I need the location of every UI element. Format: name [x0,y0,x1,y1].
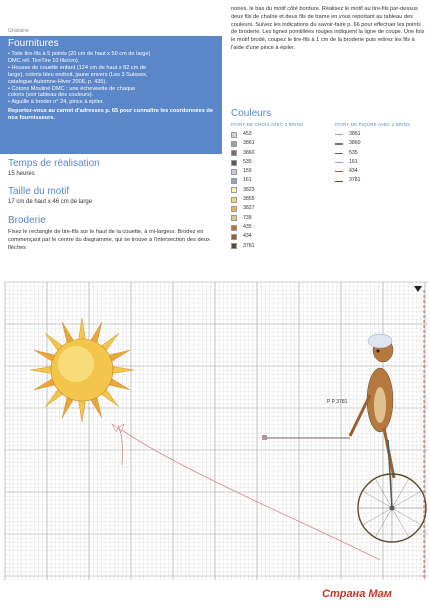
temps-value: 15 heures [8,171,35,177]
chart-backstitch-label: P P 3781 [327,399,348,405]
sun-ray [112,366,134,373]
fournitures-title: Fournitures [8,38,59,49]
backstitch-header: POINT DE PIQÛRE AVEC 2 BRINS [335,122,411,127]
color-code: 3823 [243,186,255,193]
sun-ray [78,400,85,422]
chart-grid [5,282,428,580]
fournitures-item: coloris (voir tableau des couleurs). [8,92,94,99]
color-code: 159 [243,168,252,175]
wheel-spoke [392,508,409,537]
color-code: 435 [243,223,252,230]
color-code: 434 [349,168,358,175]
color-code: 3827 [243,205,255,212]
color-code: 161 [243,177,252,184]
meerkat-eye [377,350,380,353]
color-code: 738 [243,214,252,221]
color-code: 535 [243,158,252,165]
instructions-text: noires, le bas du motif côté bordure. Réalisez le motif au tire-fils par-dessus deux fils de chaîne et deux fils de trame en vous reportant au tableau des couleurs. Suivez les indications du savoir-faire p. 66 pour effectuer les points de broderie. Les lignes pointillées rouges indiquent la ligne de coupe. Une fois le motif brodé, coupez le tire-fils à 1 cm de la broderie puis retirez les fils à l'aide d'une pince à épiler. [231,6,425,51]
handle-grip [262,435,267,440]
wheel-spoke [392,508,421,525]
color-code: 3855 [243,196,255,203]
temps-title: Temps de réalisation [8,158,100,169]
fournitures-item: • Housse de couette enfant (124 cm de haut x 82 cm de [8,64,147,71]
sun-highlight [58,346,94,382]
color-code: 3861 [349,131,361,137]
sun-ray [30,366,52,373]
fournitures-note: Reportez-vous au carnet d'adresses p. 65 pour connaître les coordonnées de nos fournisseurs. [8,108,213,122]
fournitures-item: • Aiguille à broder n° 24, pince à épiler. [8,99,104,106]
chart-art [30,318,426,560]
wheel-hub [390,506,395,511]
wheel-spoke [363,508,392,525]
wheel-spoke [376,508,393,537]
color-code: 535 [349,149,358,156]
color-code: 3781 [243,242,255,249]
sun-ray [78,318,85,340]
fournitures-item: large), coloris bleu endroit, jaune envers (Les 3 Suisses, [8,71,148,78]
cross-stitch-header: POINT DE CROIX AVEC 2 BRINS [231,122,304,127]
meerkat-hair [368,334,392,348]
taille-value: 17 cm de haut x 46 cm de large [8,199,93,205]
watermark-logo: Страна Мам [322,588,392,600]
color-code: 3860 [349,140,361,147]
wheel-spoke [363,492,392,509]
fournitures-item: catalogue Automne-Hiver 2006, p. 435). [8,78,107,85]
taille-title: Taille du motif [8,186,70,197]
broderie-text: Fixez le rectangle de tire-fils sur le haut de la couette, à mi-largeur. Brodez en commençant par le centre du diagramme, qui se trouve à l'intersection des deux flèches [8,229,210,251]
fournitures-item: • Toile tire-fils à 5 points (20 cm de haut x 50 cm de large) [8,51,151,57]
couleurs-title: Couleurs [231,108,272,119]
color-code: 161 [349,158,358,165]
color-code: 434 [243,233,252,240]
color-code: 3781 [349,177,361,184]
color-code: 3861 [243,140,255,147]
page-header-small: Ghislaine [8,28,29,34]
fournitures-item: • Cotons Mouliné DMC : une écheveette de chaque [8,85,136,92]
meerkat-belly [374,387,386,423]
broderie-title: Broderie [8,215,46,226]
color-code: 3860 [243,149,255,156]
wheel-spoke [392,492,421,509]
meerkat-arm [350,395,370,436]
fournitures-item: DMC réf. TireTire 10 fils/cm). [8,57,80,64]
color-code: 453 [243,131,252,137]
